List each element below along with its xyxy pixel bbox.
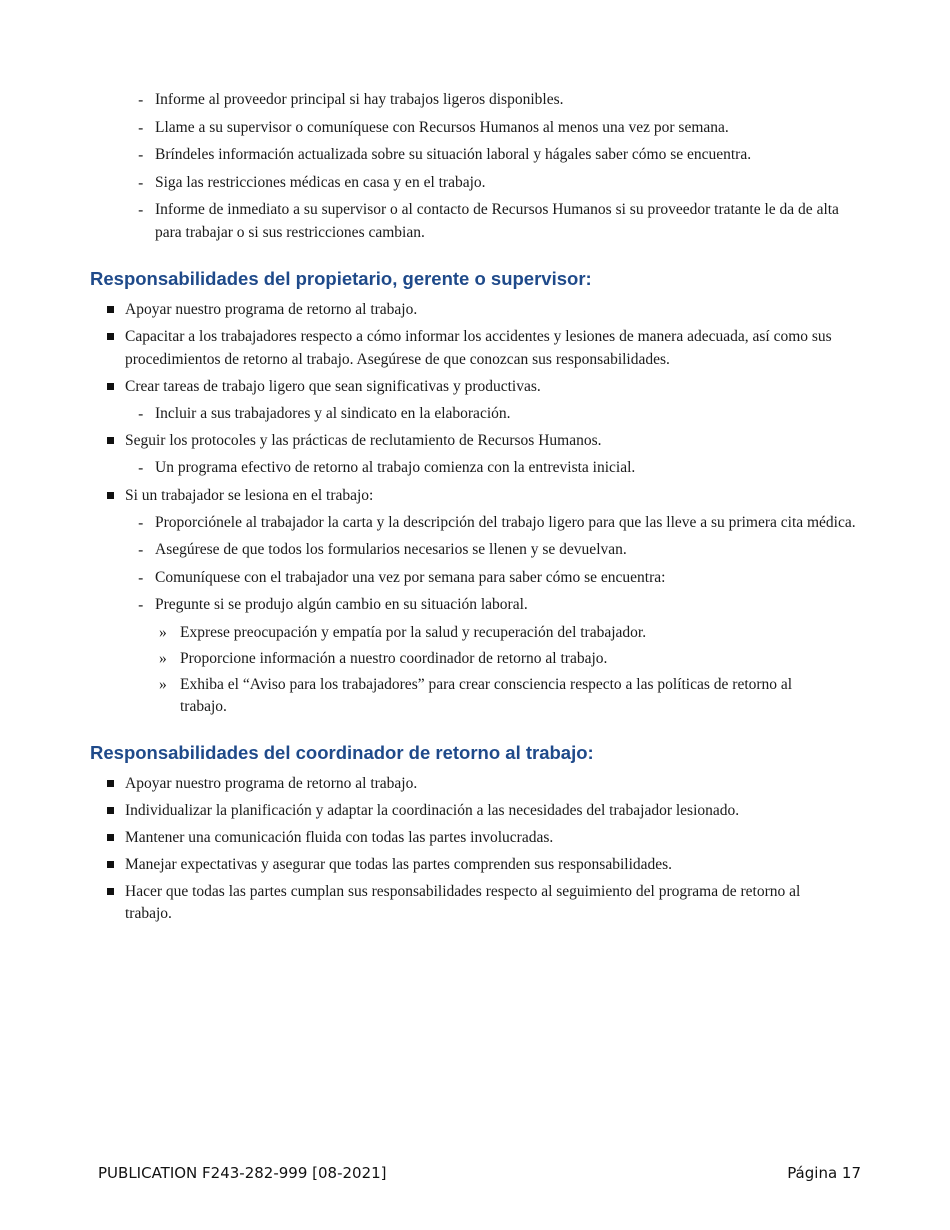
dash-marker: - — [138, 541, 144, 559]
list-item: Apoyar nuestro programa de retorno al trabajo. — [90, 299, 865, 322]
dash-marker: - — [138, 596, 144, 614]
list-item: Hacer que todas las partes cumplan sus responsabilidades respecto al seguimiento del programa de retorno al trabajo. — [90, 881, 865, 926]
list-item: - Asegúrese de que todos los formularios necesarios se llenen y se devuelvan. — [90, 539, 865, 562]
list-item: - Informe al proveedor principal si hay trabajos ligeros disponibles. — [90, 89, 865, 112]
square-bullet-icon — [107, 430, 115, 438]
list-item: - Un programa efectivo de retorno al trabajo comienza con la entrevista inicial. — [90, 457, 865, 480]
page-content — [90, 89, 865, 930]
guillemet-marker: » — [159, 675, 167, 693]
list-item: Manejar expectativas y asegurar que todas las partes comprenden sus responsabilidades. — [90, 854, 865, 877]
list-item: - Incluir a sus trabajadores y al sindicato en la elaboración. — [90, 403, 865, 426]
list-item: Apoyar nuestro programa de retorno al trabajo. — [90, 773, 865, 796]
list-item: » Exprese preocupación y empatía por la salud y recuperación del trabajador. — [90, 622, 865, 645]
list-item: Individualizar la planificación y adaptar la coordinación a las necesidades del trabajador lesionado. — [90, 800, 865, 823]
square-bullet-icon — [107, 881, 115, 889]
dash-marker: - — [138, 146, 144, 164]
list-item: - Siga las restricciones médicas en casa y en el trabajo. — [90, 172, 865, 195]
list-item: » Proporcione información a nuestro coordinador de retorno al trabajo. — [90, 648, 865, 671]
list-item: - Informe de inmediato a su supervisor o al contacto de Recursos Humanos si su proveedor tratante le da de alta para trabajar o si sus restricciones cambian. — [138, 201, 839, 241]
list-item: Mantener una comunicación fluida con todas las partes involucradas. — [90, 827, 865, 850]
list-item: Crear tareas de trabajo ligero que sean significativas y productivas. — [90, 376, 865, 399]
list-item: - Bríndeles información actualizada sobre su situación laboral y hágales saber cómo se encuentra. — [90, 144, 865, 167]
square-bullet-icon — [107, 827, 115, 835]
section-heading-owner-manager: Responsabilidades del propietario, gerente o supervisor: — [90, 268, 592, 289]
list-item: Capacitar a los trabajadores respecto a cómo informar los accidentes y lesiones de manera adecuada, así como sus procedimientos de retorno al trabajo. Asegúrese de que conozcan sus responsabilidades. — [90, 326, 865, 371]
dash-marker: - — [138, 404, 144, 423]
dash-marker: - — [138, 459, 144, 477]
dash-marker: - — [138, 201, 144, 219]
list-item: - Proporciónele al trabajador la carta y la descripción del trabajo ligero para que las lleve a su primera cita médica. — [90, 512, 865, 535]
list-item: Seguir los protocoles y las prácticas de reclutamiento de Recursos Humanos. — [90, 430, 865, 453]
list-item: » Exhiba el “Aviso para los trabajadores” para crear consciencia respecto a las políticas de retorno al trabajo. — [159, 675, 793, 715]
list-item: - Comuníquese con el trabajador una vez por semana para saber cómo se encuentra: — [90, 567, 865, 590]
guillemet-marker: » — [159, 649, 167, 667]
square-bullet-icon — [107, 326, 115, 334]
list-item: Si un trabajador se lesiona en el trabajo: — [90, 485, 865, 508]
square-bullet-icon — [107, 854, 115, 862]
guillemet-marker: » — [159, 623, 167, 641]
list-item: - Pregunte si se produjo algún cambio en su situación laboral. — [90, 594, 865, 617]
intro-list — [90, 89, 865, 244]
list-item: - Llame a su supervisor o comuníquese con Recursos Humanos al menos una vez por semana. — [90, 117, 865, 140]
section-heading-rtw-coordinator: Responsabilidades del coordinador de retorno al trabajo: — [90, 741, 594, 763]
dash-marker: - — [138, 513, 144, 532]
square-bullet-icon — [107, 376, 115, 384]
page-number: Página 17 — [787, 1164, 861, 1182]
dash-marker: - — [138, 173, 144, 192]
publication-number: PUBLICATION F243-282-999 [08-2021] — [98, 1164, 387, 1182]
dash-marker: - — [138, 568, 144, 587]
square-bullet-icon — [107, 800, 115, 808]
square-bullet-icon — [107, 485, 115, 493]
coordinator-responsibilities-list — [90, 773, 865, 926]
owner-responsibilities-list — [90, 299, 865, 719]
square-bullet-icon — [107, 299, 115, 307]
dash-marker: - — [138, 118, 144, 137]
square-bullet-icon — [107, 773, 115, 781]
dash-marker: - — [138, 91, 144, 109]
